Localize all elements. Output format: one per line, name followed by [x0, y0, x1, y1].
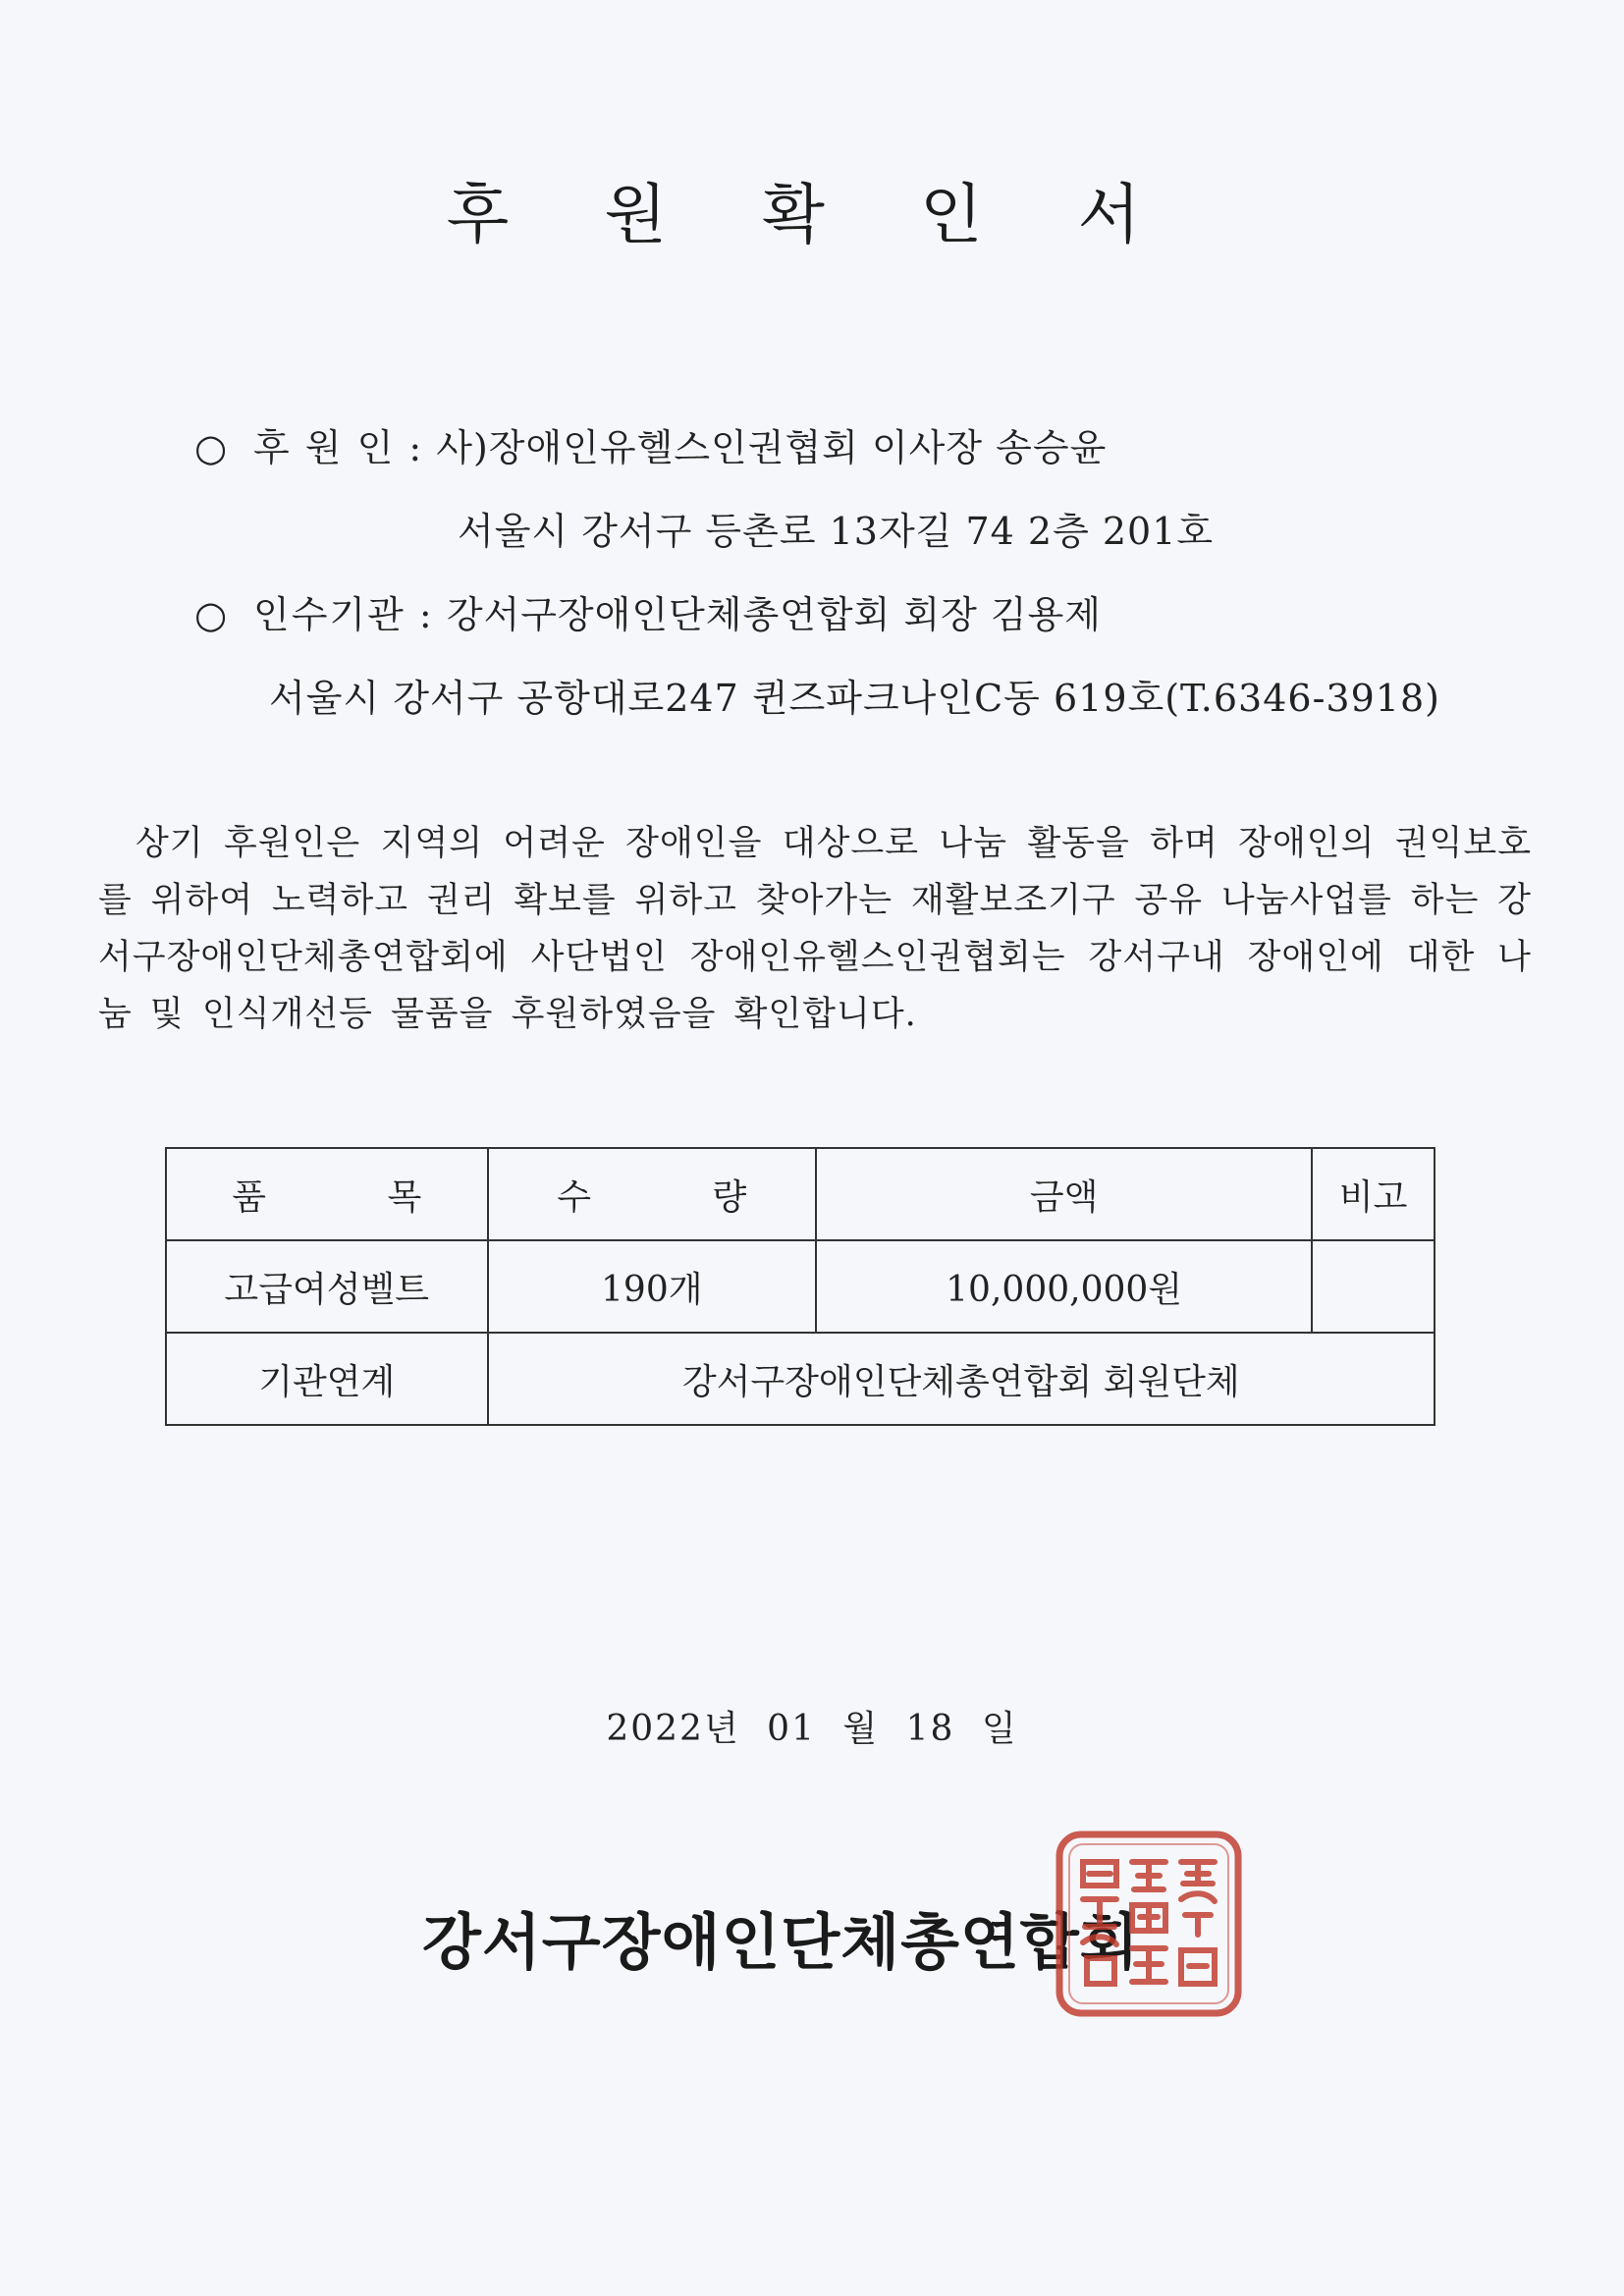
confirmation-paragraph: 상기 후원인은 지역의 어려운 장애인을 대상으로 나눔 활동을 하며 장애인의 권익보호를 위하여 노력하고 권리 확보를 위하고 찾아가는 재활보조기구 공유 나눔사업를 하는 강서구장애인단체총연합회에 사단법인 장애인유헬스인권협회는 강서구내 장애인에 대한 나눔 및 인식개선등 물품을 후원하였음을 확인합니다.: [98, 824, 1532, 1034]
table-header-row: [166, 1148, 1435, 1240]
cell-item: 고급여성벨트: [166, 1240, 488, 1333]
organization-name: 강서구장애인단체총연합회: [422, 1906, 1140, 1978]
recipient-label: 인수기관 :: [253, 593, 434, 636]
sponsor-name: 사)장애인유헬스인권협회 이사장 송승윤: [436, 426, 1108, 469]
sponsor-label: 후 원 인 :: [253, 426, 424, 469]
cell-note: [1312, 1240, 1435, 1333]
header-note: 비고: [1312, 1148, 1435, 1240]
recipient-bullet: ○: [194, 593, 229, 636]
recipient-line: [194, 584, 1102, 638]
cell-link-label: 기관연계: [166, 1333, 488, 1425]
document-title: 후 원 확 인 서: [446, 177, 1178, 252]
header-quantity: 수 량: [488, 1148, 817, 1240]
header-amount: 금액: [816, 1148, 1312, 1240]
cell-quantity: 190개: [488, 1240, 817, 1333]
cell-link-value: 강서구장애인단체총연합회 회원단체: [488, 1333, 1435, 1425]
recipient-name: 강서구장애인단체총연합회 회장 김용제: [446, 593, 1103, 636]
issue-date: 2022년 01 월 18 일: [606, 1709, 1018, 1749]
table-row: [166, 1240, 1435, 1333]
recipient-address: 서울시 강서구 공항대로247 퀸즈파크나인C동 619호(T.6346-3918): [269, 677, 1440, 720]
sponsor-bullet: ○: [194, 426, 229, 469]
cell-amount: 10,000,000원: [816, 1240, 1312, 1333]
sponsor-line: [194, 417, 1107, 471]
table-link-row: [166, 1333, 1435, 1425]
header-item: 품 목: [166, 1148, 488, 1240]
sponsor-address: 서울시 강서구 등촌로 13자길 74 2층 201호: [458, 510, 1215, 553]
donation-table: [165, 1147, 1435, 1426]
official-seal-icon: [1054, 1829, 1244, 2019]
